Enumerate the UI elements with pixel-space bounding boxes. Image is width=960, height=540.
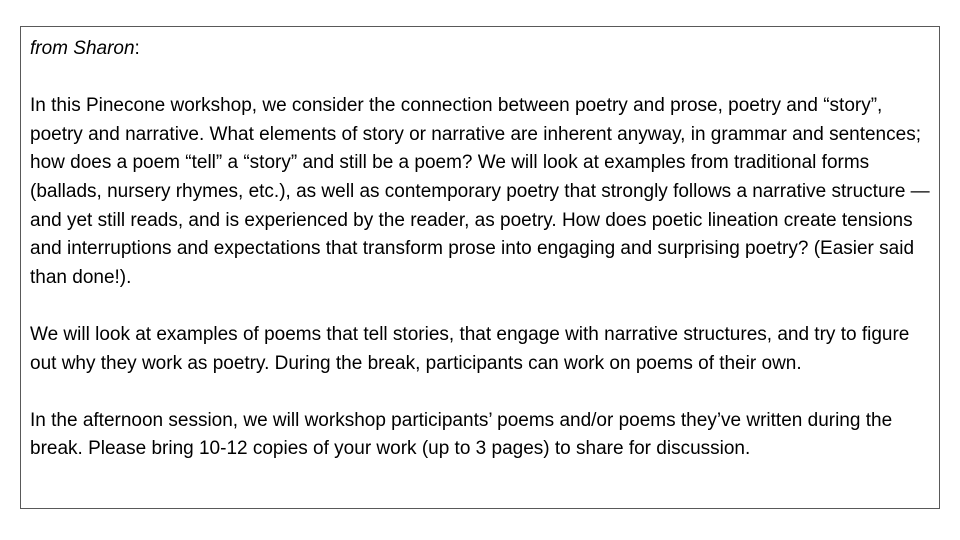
paragraph-spacer [30,292,930,321]
author-name: from Sharon [30,38,135,59]
heading-colon: : [134,38,140,59]
paragraph-intro: In this Pinecone workshop, we consider the connection between poetry and prose, poetry and “story”, poetry and narrative. What elements of story or narrative are inherent anyway, in grammar and sentences; how does a poem “tell” a “story” and still be a poem? We will look at examples from traditional forms (ballads, nursery rhymes, etc.), as well as contemporary poetry that strongly follows a narrative structure — and yet still reads, and is experienced by the reader, as poetry. How does poetic lineation create tensions and interruptions and expectations that transform prose into engaging and surprising poetry? (Easier said than done!). [30,95,930,288]
paragraph-examples: We will look at examples of poems that tell stories, that engage with narrative structures, and try to figure out why they work as poetry. During the break, participants can work on poems of their own. [30,323,910,374]
paragraph-afternoon: In the afternoon session, we will workshop participants’ poems and/or poems they’ve written during the break. Please bring 10-12 copies of your work (up to 3 pages) to share for discussion. [30,409,893,460]
paragraph-spacer [30,378,930,407]
heading-line [30,35,930,64]
paragraph-spacer [30,64,930,93]
text-box [20,26,940,509]
